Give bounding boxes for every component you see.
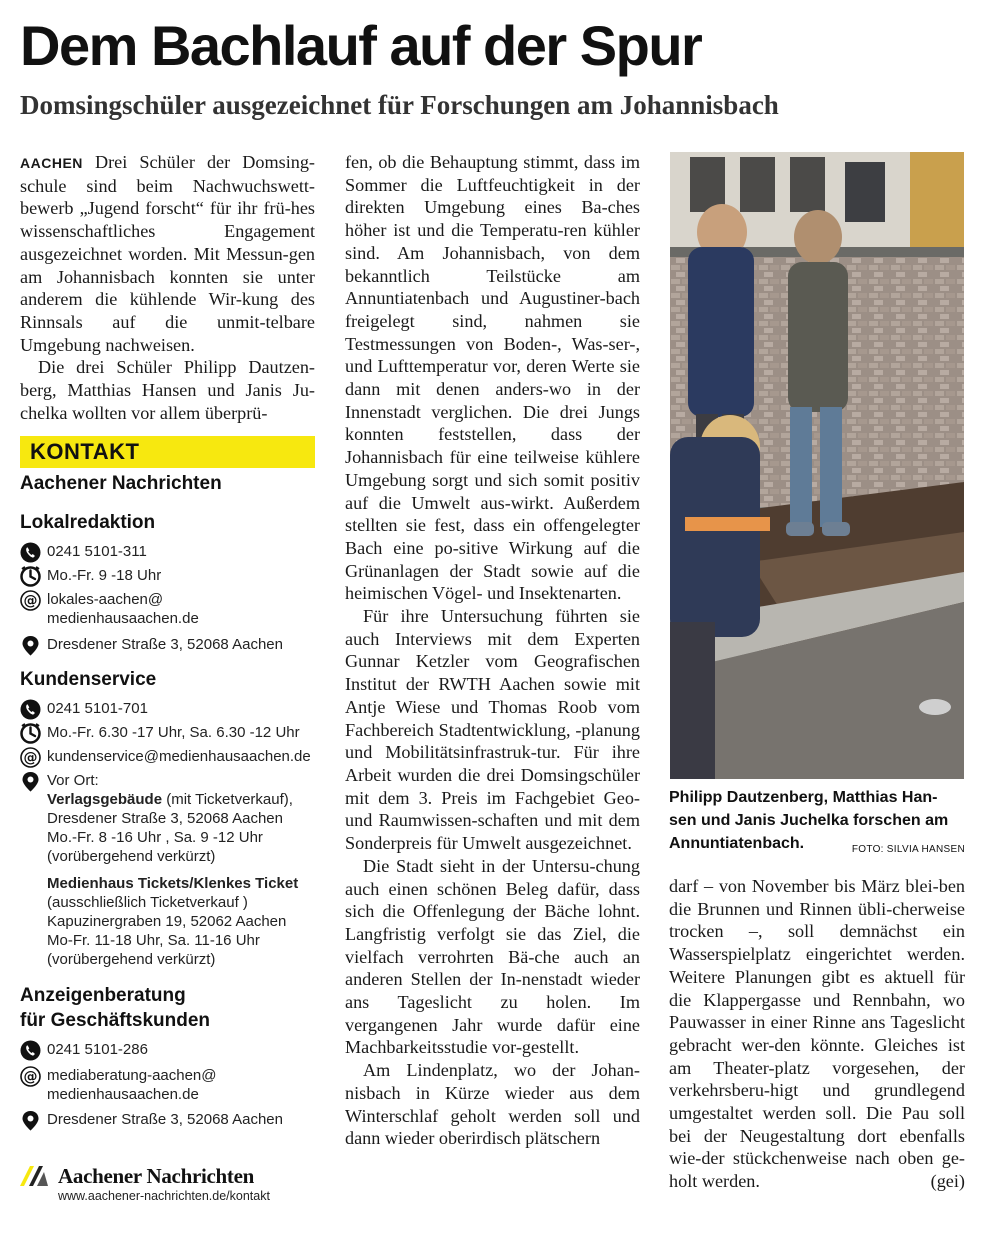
kontakt-box bbox=[20, 436, 315, 1131]
email-line-1: mediaberatung-aachen@ bbox=[47, 1067, 217, 1084]
phone-number[interactable]: 0241 5101-286 bbox=[47, 1041, 148, 1058]
email-address[interactable] bbox=[47, 1066, 217, 1104]
tickets-note-2: (vorübergehend verkürzt) bbox=[47, 951, 216, 968]
paragraph-text: Drei Schüler der Domsing-schule sind beim Nachwuchswett-bewerb „Jugend forscht“ für ihr frü-hes wissenschaftliches Engagement ausgezeichnet worden. Mit Messun-gen am Johannisbach konnten sie unter anderem die kühlende Wir-kung des Rinnsals auf die unmit-telbare Umgebung nachweisen. bbox=[20, 152, 315, 355]
article-paragraph: Am Lindenplatz, wo der Johan-nisbach in Kürze wieder aus dem Winterschlaf geholt werden soll und dann wieder oberirdisch plätschern bbox=[345, 1060, 640, 1149]
postal-address: Dresdener Straße 3, 52068 Aachen bbox=[47, 636, 283, 653]
contact-row-phone bbox=[20, 699, 315, 720]
contact-row-address bbox=[20, 1110, 315, 1131]
verlag-title bbox=[47, 790, 298, 809]
contact-row-email bbox=[20, 747, 315, 768]
at-icon bbox=[20, 747, 41, 768]
kundenservice-heading: Kundenservice bbox=[20, 669, 157, 690]
article-column-2 bbox=[345, 151, 640, 1150]
contact-row-hours bbox=[20, 723, 315, 744]
verlag-note: (mit Ticketverkauf), bbox=[162, 791, 293, 808]
email-address[interactable]: kundenservice@medienhausaachen.de bbox=[47, 748, 311, 765]
at-icon bbox=[20, 590, 41, 611]
article-paragraph bbox=[20, 151, 315, 356]
footer-brand bbox=[20, 1164, 270, 1204]
phone-icon bbox=[20, 1040, 41, 1061]
brand-url[interactable]: www.aachener-nachrichten.de/kontakt bbox=[58, 1189, 270, 1203]
dateline: AACHEN bbox=[20, 155, 83, 171]
brand-name: Aachener Nachrichten bbox=[58, 1164, 254, 1188]
contact-row-locations bbox=[20, 771, 315, 969]
contact-row-email bbox=[20, 590, 315, 628]
contact-row-hours bbox=[20, 566, 315, 587]
email-line-2: medienhausaachen.de bbox=[47, 1086, 199, 1103]
photo-caption bbox=[669, 786, 965, 861]
email-line-2: medienhausaachen.de bbox=[47, 610, 199, 627]
contact-row-address bbox=[20, 635, 315, 656]
verlag-hours: Mo.-Fr. 8 -16 Uhr , Sa. 9 -12 Uhr bbox=[47, 829, 263, 846]
clock-icon bbox=[20, 566, 41, 587]
photo-credit: FOTO: SILVIA HANSEN bbox=[851, 844, 965, 855]
at-icon bbox=[20, 1066, 41, 1087]
postal-address: Dresdener Straße 3, 52068 Aachen bbox=[47, 1111, 283, 1128]
phone-icon bbox=[20, 542, 41, 563]
tickets-hours: Mo-Fr. 11-18 Uhr, Sa. 11-16 Uhr bbox=[47, 932, 260, 949]
verlag-name: Verlagsgebäude bbox=[47, 791, 163, 808]
phone-number[interactable]: 0241 5101-311 bbox=[47, 543, 147, 560]
phone-number[interactable]: 0241 5101-701 bbox=[47, 700, 148, 717]
author-signoff: (gei) bbox=[930, 1171, 965, 1192]
tickets-name-text: Medienhaus Tickets/Klenkes Ticket bbox=[47, 875, 299, 892]
opening-hours: Mo.-Fr. 6.30 -17 Uhr, Sa. 6.30 -12 Uhr bbox=[47, 724, 300, 741]
verlag-address: Dresdener Straße 3, 52068 Aachen bbox=[47, 810, 283, 827]
article-column-1 bbox=[20, 151, 315, 424]
article-photo bbox=[670, 152, 964, 779]
email-line-1: lokales-aachen@ bbox=[47, 591, 164, 608]
article-paragraph: Die drei Schüler Philipp Dautzen-berg, Matthias Hansen und Janis Ju-chelka wollten vor allem überprü- bbox=[20, 357, 315, 423]
verlag-note-2: (vorübergehend verkürzt) bbox=[47, 848, 216, 865]
location-pin-icon bbox=[20, 771, 41, 792]
kontakt-title: KONTAKT bbox=[20, 436, 315, 468]
locations-list bbox=[47, 771, 298, 969]
lokalredaktion-heading: Lokalredaktion bbox=[20, 512, 156, 533]
article-paragraph: Die Stadt sieht in der Untersu-chung auch einen schönen Beleg dafür, dass sich die Offenlegung der Bäche lohnt. Langfristig verfolgt sie das Ziel, die vielfach verrohrten Bä-che auch an anderen Stellen der In-nenstadt wieder ans Tageslicht zu holen. Im vergangenen Jahr wurde dafür eine Machbarkeitsstudie vor-gestellt. bbox=[345, 855, 640, 1058]
article-column-3 bbox=[669, 875, 965, 1193]
kontakt-org: Aachener Nachrichten bbox=[20, 473, 222, 494]
article-headline: Dem Bachlauf auf der Spur bbox=[20, 14, 702, 77]
caption-text: Philipp Dautzenberg, Matthias Han-sen und Janis Juchelka forschen am Annuntiatenbach. bbox=[669, 789, 949, 852]
email-address[interactable] bbox=[47, 590, 199, 628]
contact-row-phone bbox=[20, 1040, 315, 1061]
anzeigen-heading bbox=[20, 983, 315, 1033]
brand-logo-icon bbox=[20, 1164, 50, 1188]
article-paragraph bbox=[669, 875, 965, 1193]
location-pin-icon bbox=[20, 635, 41, 656]
contact-row-phone bbox=[20, 542, 315, 563]
article-subheadline: Domsingschüler ausgezeichnet für Forschungen am Johannisbach bbox=[20, 90, 779, 120]
opening-hours: Mo.-Fr. 9 -18 Uhr bbox=[47, 567, 162, 584]
article-paragraph: fen, ob die Behauptung stimmt, dass im Sommer die Luftfeuchtigkeit in der direkten Umgebung eines Ba-ches höher ist und die Temperatu-ren kühler sind. Am Johannisbach, von dem bekanntlich Teilstücke am Annuntiatenbach und Augustiner-bach freigelegt sind, nahmen sie Testmessungen von Boden-, Was-ser-, und Lufttemperatur vor, deren Werte sie dann mit denen anders-wo in der Innenstadt verglichen. Die drei Jungs konnten feststellen, dass der Johannisbach für eine teilweise kühlere Umgebung sorgt und sich somit positiv auf die Umwelt aus-wirkt. Außerdem stellten sie fest, dass ein offengelegter Bach eine po-sitive Wirkung auf die Grünanlagen der Stadt sowie auf die heimischen Vögel- und Insektenarten. bbox=[345, 152, 640, 604]
vor-ort-label: Vor Ort: bbox=[47, 772, 99, 789]
tickets-name bbox=[47, 874, 298, 893]
clock-icon bbox=[20, 723, 41, 744]
footer-brand-text bbox=[58, 1164, 270, 1204]
phone-icon bbox=[20, 699, 41, 720]
location-pin-icon bbox=[20, 1110, 41, 1131]
article-paragraph: Für ihre Untersuchung führten sie auch Interviews mit dem Experten Gunnar Ketzler vom Geografischen Institut der RWTH Aachen sowie mit Antje Wiese und Thomas Roob vom Fachbereich Stadtentwicklung, -planung und Mobilitätsinfrastruk-tur. Für ihre Arbeit wurden die drei Domsingschüler mit dem 3. Preis im Fachgebiet Geo- und Raumwissen-schaften und mit dem Sonderpreis für Umwelt ausgezeichnet. bbox=[345, 606, 640, 854]
tickets-note: (ausschließlich Ticketverkauf ) bbox=[47, 894, 248, 911]
tickets-address: Kapuzinergraben 19, 52062 Aachen bbox=[47, 913, 287, 930]
anzeigen-heading-2: für Geschäftskunden bbox=[20, 1010, 211, 1031]
contact-row-email bbox=[20, 1066, 315, 1104]
anzeigen-heading-1: Anzeigenberatung bbox=[20, 985, 186, 1006]
paragraph-text: darf – von November bis März blei-ben die Brunnen und Rinnen übli-cherweise trocken –, soll demnächst ein Wasserspielplatz eingerichtet werden. Weitere Planungen gibt es aktuell für die Klappergasse und Rennbahn, wo Pauwasser in einer Rinne ans Tageslicht gebracht wer-den könnte. Gleiches ist am Theater-platz vorgesehen, der verkehrsberu-higt und grundlegend umgestaltet werden soll. Die Pau soll bei der Neugestaltung dort ebenfalls wie-der stückchenweise nach oben ge-holt werden. bbox=[669, 876, 965, 1192]
